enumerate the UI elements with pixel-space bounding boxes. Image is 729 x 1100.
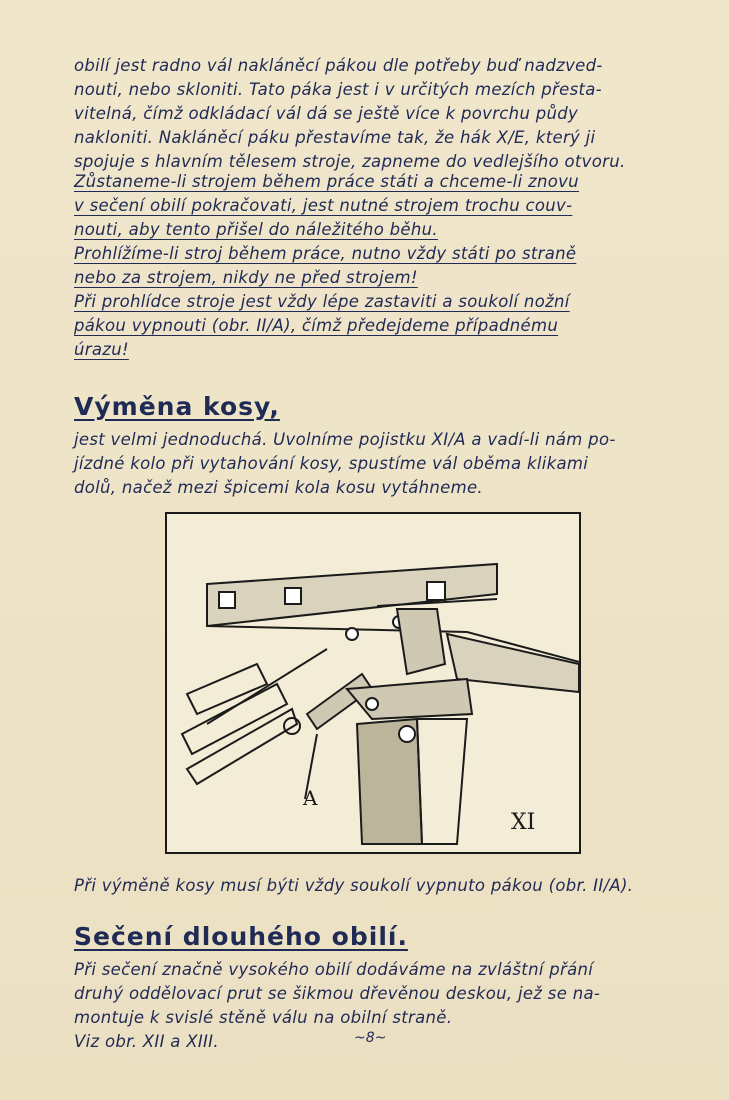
text-line: jest velmi jednoduchá. Uvolníme pojistku XI/A a vadí-li nám po- (74, 430, 616, 449)
mechanism-drawing (167, 514, 579, 852)
section-heading-scythe-replacement: Výměna kosy, (74, 392, 280, 421)
text-line: vitelná, čímž odkládací vál dá se ještě více k povrchu půdy (74, 104, 579, 123)
text-line: Při sečení značně vysokého obilí dodáváme na zvláštní přání (74, 960, 594, 979)
text-line: obilí jest radno vál nakláněcí pákou dle potřeby buď nadzved- (74, 56, 603, 75)
warning-paragraph (74, 170, 686, 362)
section-heading-long-grain: Sečení dlouhého obilí. (74, 922, 408, 951)
figure-label-a: A (303, 786, 318, 810)
text-line: nouti, nebo skloniti. Tato páka jest i v určitých mezích přesta- (74, 80, 602, 99)
text-line: v sečení obilí pokračovati, jest nutné strojem trochu couv- (74, 196, 573, 215)
scythe-replacement-paragraph (74, 428, 686, 500)
figure-illustration (165, 512, 581, 854)
intro-paragraph (74, 54, 686, 174)
text-line: nakloniti. Nakláněcí páku přestavíme tak, že hák X/E, který ji (74, 128, 596, 147)
text-line: montuje k svislé stěně válu na obilní straně. (74, 1008, 453, 1027)
text-line: nebo za strojem, nikdy ne před strojem! (74, 268, 418, 287)
text-line: dolů, načež mezi špicemi kola kosu vytáhneme. (74, 478, 483, 497)
text-line: Zůstaneme-li strojem během práce státi a chceme-li znovu (74, 172, 579, 191)
text-line: Viz obr. XII a XIII. (74, 1032, 219, 1051)
text-line: nouti, aby tento přišel do náležitého běhu. (74, 220, 438, 239)
text-line: jízdné kolo při vytahování kosy, spustíme vál oběma klikami (74, 454, 589, 473)
text-line: úrazu! (74, 340, 129, 359)
figure-number: XI (511, 810, 536, 835)
text-line: druhý oddělovací prut se šikmou dřevěnou deskou, jež se na- (74, 984, 601, 1003)
page-number: ~8~ (354, 1030, 387, 1046)
text-line: pákou vypnouti (obr. II/A), čímž předejdeme případnému (74, 316, 559, 335)
text-line: spojuje s hlavním tělesem stroje, zapneme do vedlejšího otvoru. (74, 152, 626, 171)
figure-caption: Při výměně kosy musí býti vždy soukolí vypnuto pákou (obr. II/A). (74, 876, 634, 895)
text-line: Při prohlídce stroje jest vždy lépe zastaviti a soukolí nožní (74, 292, 570, 311)
text-line: Prohlížíme-li stroj během práce, nutno vždy státi po straně (74, 244, 577, 263)
